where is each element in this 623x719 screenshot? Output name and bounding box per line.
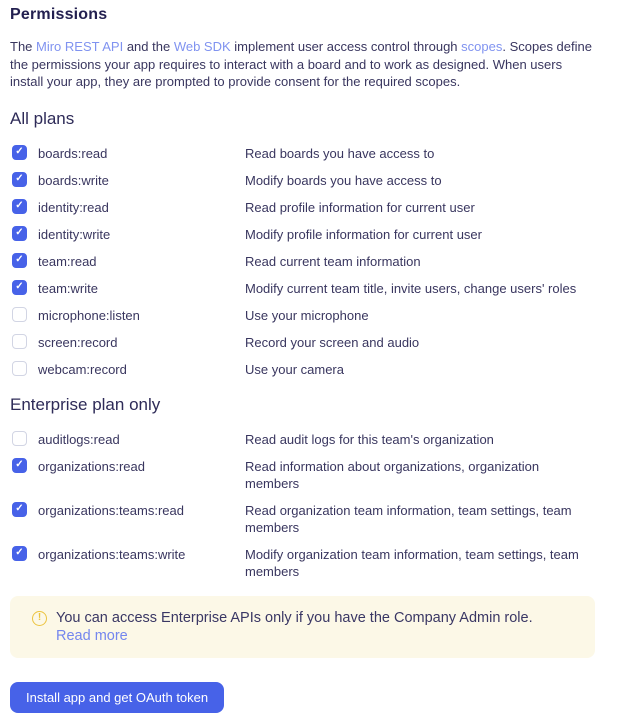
- scope-section: [10, 395, 595, 580]
- notice-body: [56, 609, 533, 645]
- scope-description: Read information about organizations, organization members: [245, 458, 540, 491]
- scope-description: Read current team information: [245, 253, 421, 269]
- scope-checkbox[interactable]: [12, 334, 27, 349]
- intro-text: The: [10, 39, 37, 54]
- scope-description: Modify organization team information, team settings, team members: [245, 546, 579, 579]
- scope-section: [10, 109, 595, 378]
- page-title: Permissions: [10, 6, 108, 23]
- scope-sections: [10, 109, 595, 580]
- scope-checkbox[interactable]: [12, 502, 27, 517]
- scope-row: [12, 501, 595, 536]
- scope-description: Read profile information for current user: [245, 199, 475, 215]
- scope-description: Modify profile information for current user: [245, 226, 482, 242]
- scope-description: Read boards you have access to: [245, 145, 435, 161]
- scope-checkbox[interactable]: [12, 199, 27, 214]
- intro-paragraph: [10, 38, 595, 91]
- check-icon: ✓: [15, 227, 24, 238]
- scope-label: screen:record: [38, 334, 118, 350]
- scope-checkbox[interactable]: [12, 172, 27, 187]
- scope-row: [12, 360, 595, 378]
- check-icon: ✓: [15, 281, 24, 292]
- scope-row: [12, 306, 595, 324]
- web-sdk-link[interactable]: Web SDK: [173, 39, 231, 54]
- check-icon: ✓: [15, 254, 24, 265]
- miro-rest-api-link[interactable]: Miro REST API: [36, 39, 124, 54]
- scope-checkbox[interactable]: [12, 431, 27, 446]
- enterprise-notice: [10, 596, 595, 658]
- scope-checkbox[interactable]: [12, 226, 27, 241]
- scope-row: [12, 457, 595, 492]
- intro-text: implement user access control through: [230, 39, 462, 54]
- scope-checkbox[interactable]: [12, 361, 27, 376]
- check-icon: ✓: [15, 146, 24, 157]
- scopes-link[interactable]: scopes: [461, 39, 503, 54]
- read-more-link[interactable]: Read more: [56, 627, 128, 644]
- scope-label: identity:write: [38, 226, 111, 242]
- intro-text: . Scopes define the permissions your app requires to interact with a board and to work as designed. When users install your app, they are prompted to provide consent for the required scopes.: [10, 39, 592, 89]
- scope-checkbox[interactable]: [12, 546, 27, 561]
- install-app-button[interactable]: Install app and get OAuth token: [10, 682, 224, 713]
- check-icon: ✓: [15, 200, 24, 211]
- scope-row: [12, 198, 595, 216]
- scope-row: [12, 333, 595, 351]
- check-icon: ✓: [15, 503, 24, 514]
- scope-description: Record your screen and audio: [245, 334, 420, 350]
- check-icon: ✓: [15, 459, 24, 470]
- scope-checkbox[interactable]: [12, 307, 27, 322]
- scope-label: boards:write: [38, 172, 109, 188]
- scope-label: organizations:read: [38, 458, 145, 474]
- scope-label: team:read: [38, 253, 97, 269]
- notice-text: You can access Enterprise APIs only if you have the Company Admin role.: [56, 609, 533, 626]
- scope-checkbox[interactable]: [12, 458, 27, 473]
- scope-checkbox[interactable]: [12, 280, 27, 295]
- scope-rows: [10, 430, 595, 580]
- scope-row: [12, 144, 595, 162]
- scope-row: [12, 279, 595, 297]
- scope-label: organizations:teams:read: [38, 502, 184, 518]
- scope-label: webcam:record: [38, 361, 127, 377]
- scope-checkbox[interactable]: [12, 145, 27, 160]
- scope-row: [12, 252, 595, 270]
- scope-label: auditlogs:read: [38, 431, 120, 447]
- scope-label: organizations:teams:write: [38, 546, 186, 562]
- scope-label: boards:read: [38, 145, 108, 161]
- scope-description: Modify boards you have access to: [245, 172, 442, 188]
- scope-rows: [10, 144, 595, 378]
- scope-description: Use your microphone: [245, 307, 369, 323]
- section-heading: Enterprise plan only: [10, 394, 161, 414]
- scope-description: Modify current team title, invite users, change users' roles: [245, 280, 577, 296]
- scope-description: Read audit logs for this team's organization: [245, 431, 494, 447]
- warning-icon: !: [32, 611, 47, 626]
- scope-description: Read organization team information, team settings, team members: [245, 502, 572, 535]
- scope-description: Use your camera: [245, 361, 344, 377]
- scope-row: [12, 225, 595, 243]
- check-icon: ✓: [15, 547, 24, 558]
- check-icon: ✓: [15, 173, 24, 184]
- scope-row: [12, 171, 595, 189]
- scope-checkbox[interactable]: [12, 253, 27, 268]
- scope-label: microphone:listen: [38, 307, 140, 323]
- intro-text: and the: [123, 39, 174, 54]
- scope-label: team:write: [38, 280, 98, 296]
- scope-label: identity:read: [38, 199, 109, 215]
- scope-row: [12, 545, 595, 580]
- scope-row: [12, 430, 595, 448]
- section-heading: All plans: [10, 108, 75, 128]
